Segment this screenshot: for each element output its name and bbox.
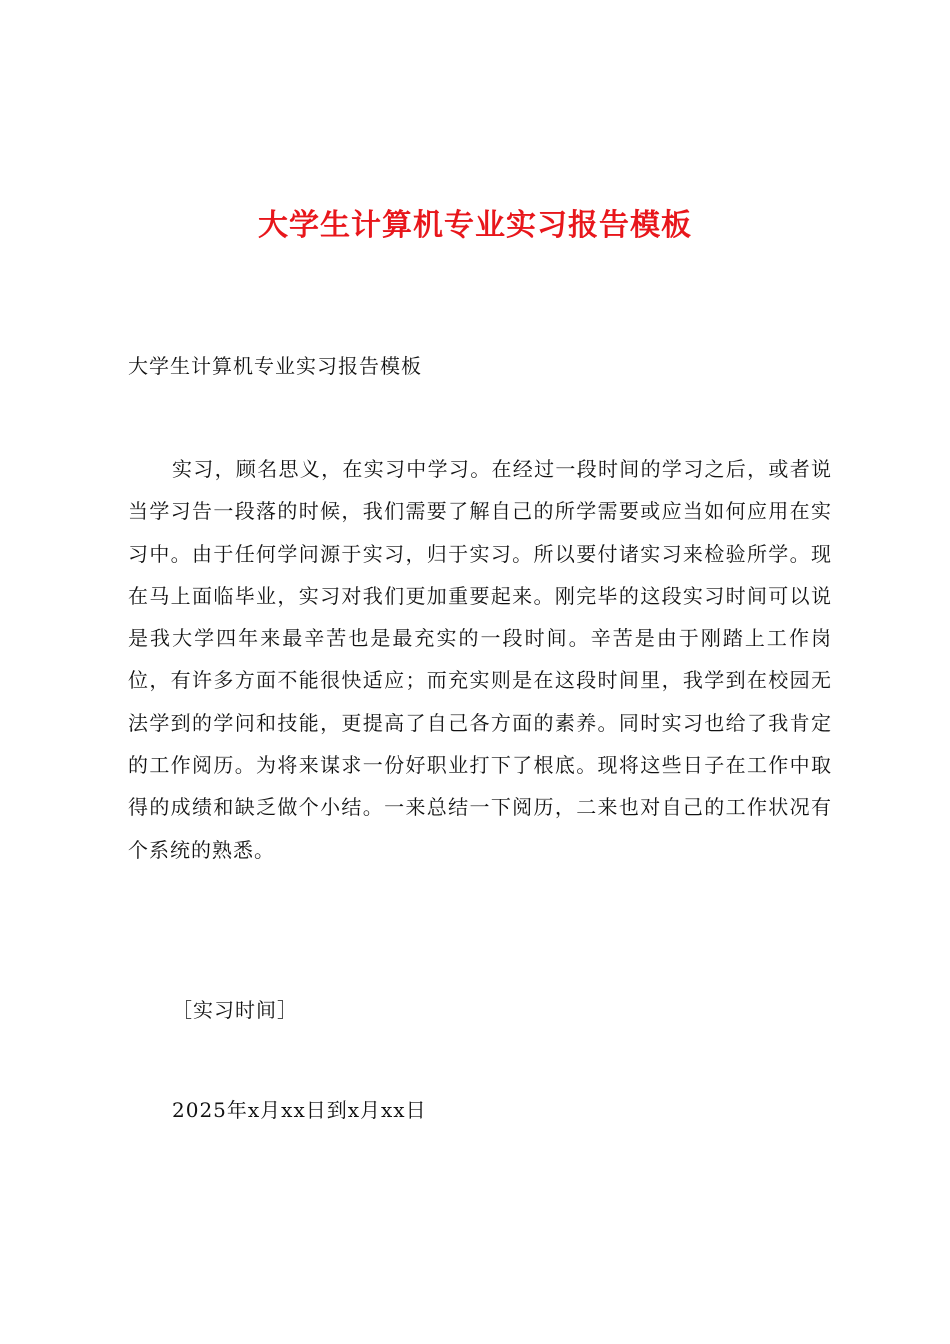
document-subtitle: 大学生计算机专业实习报告模板 [128, 354, 422, 378]
internship-date-range: 2025年x月xx日到x月xx日 [172, 1098, 427, 1122]
section-heading-internship-time: ［实习时间］ [172, 998, 298, 1022]
document-title: 大学生计算机专业实习报告模板 [258, 208, 692, 243]
intro-paragraph: 实习，顾名思义，在实习中学习。在经过一段时间的学习之后，或者说当学习告一段落的时候，我们需要了解自己的所学需要或应当如何应用在实习中。由于任何学问源于实习，归于实习。所以要付诸实习来检验所学。现在马上面临毕业，实习对我们更加重要起来。刚完毕的这段实习时间可以说是我大学四年来最辛苦也是最充实的一段时间。辛苦是由于刚踏上工作岗位，有许多方面不能很快适应；而充实则是在这段时间里，我学到在校园无法学到的学问和技能，更提高了自己各方面的素养。同时实习也给了我肯定的工作阅历。为将来谋求一份好职业打下了根底。现将这些日子在工作中取得的成绩和缺乏做个小结。一来总结一下阅历，二来也对自己的工作状况有个系统的熟悉。 [128, 457, 832, 862]
